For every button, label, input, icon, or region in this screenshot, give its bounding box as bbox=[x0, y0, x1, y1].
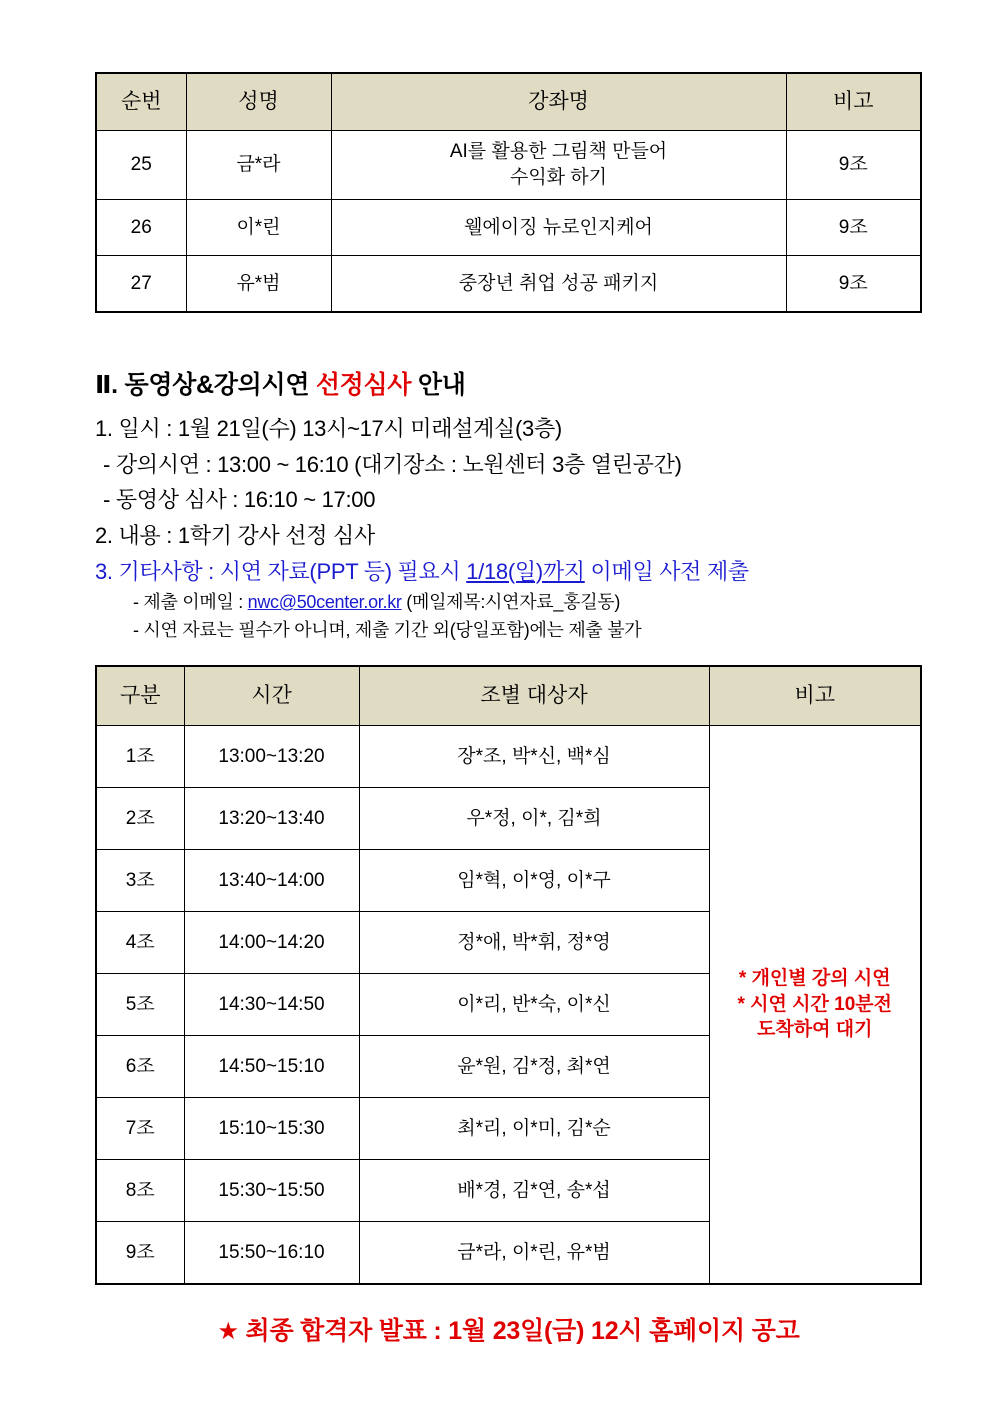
info-line-other bbox=[95, 554, 922, 590]
cell-time: 13:00~13:20 bbox=[184, 725, 359, 787]
cell-target: 금*라, 이*린, 유*범 bbox=[359, 1221, 709, 1284]
info-line-content: 2. 내용 : 1학기 강사 선정 심사 bbox=[95, 522, 375, 548]
email-subject-note: (메일제목:시연자료_홍길동) bbox=[401, 592, 621, 613]
cell-note: 9조 bbox=[786, 131, 921, 200]
cell-time: 13:20~13:40 bbox=[184, 787, 359, 849]
email-address[interactable]: nwc@50center.or.kr bbox=[247, 592, 402, 613]
section-heading bbox=[95, 365, 922, 401]
cell-target: 윤*원, 김*정, 최*연 bbox=[359, 1035, 709, 1097]
cell-target: 이*리, 반*숙, 이*신 bbox=[359, 973, 709, 1035]
cell-course: 웰에이징 뉴로인지케어 bbox=[331, 200, 786, 256]
optional-note: - 시연 자료는 필수가 아니며, 제출 기간 외(당일포함)에는 제출 불가 bbox=[133, 620, 642, 641]
column-header-name: 성명 bbox=[186, 73, 331, 131]
cell-time: 15:50~16:10 bbox=[184, 1221, 359, 1284]
other-post: 이메일 사전 제출 bbox=[584, 558, 749, 584]
cell-course: AI를 활용한 그림책 만들어 수익화 하기 bbox=[331, 131, 786, 200]
info-subline-email bbox=[95, 589, 922, 617]
cell-group: 6조 bbox=[96, 1035, 184, 1097]
cell-time: 14:30~14:50 bbox=[184, 973, 359, 1035]
schedule-header-row bbox=[96, 666, 921, 726]
cell-time: 14:50~15:10 bbox=[184, 1035, 359, 1097]
applicant-table bbox=[95, 72, 922, 313]
info-line-video-review: - 동영상 심사 : 16:10 ~ 17:00 bbox=[103, 487, 376, 513]
cell-target: 정*애, 박*휘, 정*영 bbox=[359, 911, 709, 973]
other-pre: 3. 기타사항 : 시연 자료(PPT 등) 필요시 bbox=[95, 558, 467, 584]
cell-target: 장*조, 박*신, 백*심 bbox=[359, 725, 709, 787]
cell-group: 5조 bbox=[96, 973, 184, 1035]
cell-time: 14:00~14:20 bbox=[184, 911, 359, 973]
cell-group: 4조 bbox=[96, 911, 184, 973]
column-header-target: 조별 대상자 bbox=[359, 666, 709, 726]
star-icon: ★ bbox=[217, 1317, 239, 1345]
cell-group: 7조 bbox=[96, 1097, 184, 1159]
section-title-highlight: 선정심사 bbox=[315, 371, 412, 399]
final-announcement bbox=[95, 1311, 922, 1347]
cell-time: 15:30~15:50 bbox=[184, 1159, 359, 1221]
cell-time: 13:40~14:00 bbox=[184, 849, 359, 911]
table-row bbox=[96, 131, 921, 200]
column-header-time: 시간 bbox=[184, 666, 359, 726]
section-title-after: 안내 bbox=[411, 371, 466, 399]
column-header-note: 비고 bbox=[786, 73, 921, 131]
cell-time: 15:10~15:30 bbox=[184, 1097, 359, 1159]
column-header-no: 순번 bbox=[96, 73, 186, 131]
column-header-course: 강좌명 bbox=[331, 73, 786, 131]
cell-no: 27 bbox=[96, 256, 186, 313]
cell-group: 3조 bbox=[96, 849, 184, 911]
cell-name: 금*라 bbox=[186, 131, 331, 200]
cell-target: 최*리, 이*미, 김*순 bbox=[359, 1097, 709, 1159]
cell-note: 9조 bbox=[786, 256, 921, 313]
cell-course: 중장년 취업 성공 패키지 bbox=[331, 256, 786, 313]
info-line-demo-time: - 강의시연 : 13:00 ~ 16:10 (대기장소 : 노원센터 3층 열린공간) bbox=[103, 451, 682, 477]
cell-group: 8조 bbox=[96, 1159, 184, 1221]
other-deadline: 1/18(일)까지 bbox=[466, 558, 585, 584]
cell-target: 우*정, 이*, 김*희 bbox=[359, 787, 709, 849]
cell-group: 1조 bbox=[96, 725, 184, 787]
schedule-table bbox=[95, 665, 922, 1285]
table-row bbox=[96, 200, 921, 256]
cell-remark: * 개인별 강의 시연 * 시연 시간 10분전 도착하여 대기 bbox=[709, 725, 921, 1284]
column-header-remark: 비고 bbox=[709, 666, 921, 726]
info-line-date: 1. 일시 : 1월 21일(수) 13시~17시 미래설계실(3층) bbox=[95, 416, 562, 441]
cell-note: 9조 bbox=[786, 200, 921, 256]
section-title-before: 동영상&강의시연 bbox=[117, 371, 316, 399]
cell-name: 이*린 bbox=[186, 200, 331, 256]
cell-no: 25 bbox=[96, 131, 186, 200]
email-label: - 제출 이메일 : bbox=[133, 592, 248, 613]
column-header-group: 구분 bbox=[96, 666, 184, 726]
table-row bbox=[96, 256, 921, 313]
section-body bbox=[95, 411, 922, 645]
cell-no: 26 bbox=[96, 200, 186, 256]
table-row bbox=[96, 725, 921, 787]
cell-group: 9조 bbox=[96, 1221, 184, 1284]
section-number: Ⅱ. bbox=[95, 371, 118, 399]
cell-name: 유*범 bbox=[186, 256, 331, 313]
info-subline-optional bbox=[95, 617, 922, 645]
cell-target: 임*혁, 이*영, 이*구 bbox=[359, 849, 709, 911]
table-header-row bbox=[96, 73, 921, 131]
cell-target: 배*경, 김*연, 송*섭 bbox=[359, 1159, 709, 1221]
cell-group: 2조 bbox=[96, 787, 184, 849]
final-announcement-text: 최종 합격자 발표 : 1월 23일(금) 12시 홈페이지 공고 bbox=[245, 1316, 800, 1345]
